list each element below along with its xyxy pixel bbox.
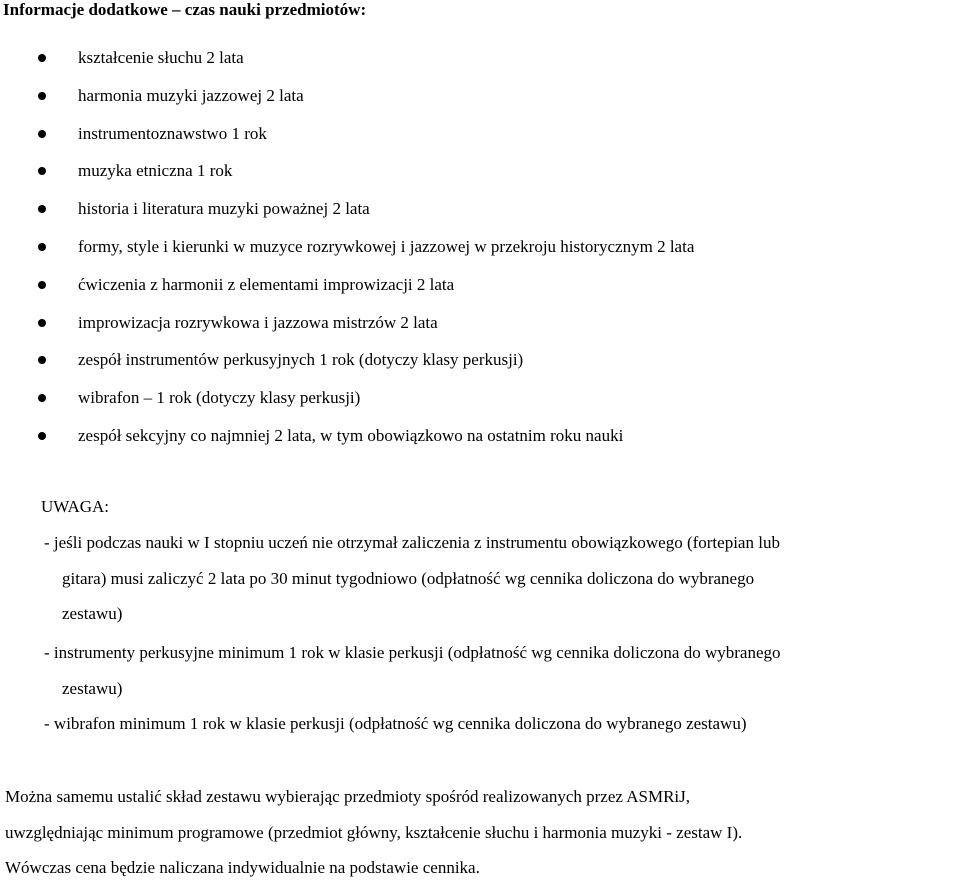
- bullet-icon: [38, 92, 46, 100]
- subject-text: zespół instrumentów perkusyjnych 1 rok (dotyczy klasy perkusji): [78, 350, 524, 370]
- bullet-icon: [38, 394, 46, 402]
- bullet-icon: [38, 243, 46, 251]
- footer-line: Wówczas cena będzie naliczana indywidualnie na podstawie cennika.: [5, 858, 480, 877]
- subject-text: zespół sekcyjny co najmniej 2 lata, w tym obowiązkowo na ostatnim roku nauki: [78, 425, 624, 445]
- bullet-icon: [38, 54, 46, 62]
- note-line: - wibrafon minimum 1 rok w klasie perkusji (odpłatność wg cennika doliczona do wybranego zestawu): [44, 714, 747, 733]
- bullet-icon: [38, 319, 46, 327]
- footer-line: uwzględniając minimum programowe (przedmiot główny, kształcenie słuchu i harmonia muzyki - zestaw I).: [5, 823, 743, 842]
- note-line: gitara) musi zaliczyć 2 lata po 30 minut tygodniowo (odpłatność wg cennika doliczona do wybranego: [62, 569, 755, 588]
- subject-text: kształcenie słuchu 2 lata: [78, 48, 244, 67]
- subject-text: muzyka etniczna 1 rok: [78, 161, 233, 181]
- subject-text: improwizacja rozrywkowa i jazzowa mistrzów 2 lata: [78, 312, 438, 332]
- bullet-icon: [38, 281, 46, 289]
- subject-text: historia i literatura muzyki poważnej 2 lata: [78, 199, 370, 219]
- note-line: zestawu): [62, 604, 123, 623]
- bullet-icon: [38, 432, 46, 440]
- subject-text: harmonia muzyki jazzowej 2 lata: [78, 85, 304, 105]
- note-line: - jeśli podczas nauki w I stopniu uczeń nie otrzymał zaliczenia z instrumentu obowiązkowego (fortepian lub: [44, 533, 780, 552]
- subject-text: instrumentoznawstwo 1 rok: [78, 123, 267, 143]
- subject-text: ćwiczenia z harmonii z elementami improwizacji 2 lata: [78, 274, 455, 294]
- subject-text: wibrafon – 1 rok (dotyczy klasy perkusji): [78, 388, 361, 408]
- bullet-icon: [38, 205, 46, 213]
- bullet-icon: [38, 356, 46, 364]
- footer-line: Można samemu ustalić skład zestawu wybierając przedmioty spośród realizowanych przez ASMRiJ,: [5, 787, 690, 806]
- bullet-icon: [38, 167, 46, 175]
- section-heading: Informacje dodatkowe – czas nauki przedmiotów:: [3, 0, 367, 19]
- subject-text: formy, style i kierunki w muzyce rozrywkowej i jazzowej w przekroju historycznym 2 lata: [78, 236, 695, 256]
- bullet-icon: [38, 130, 46, 138]
- note-line: zestawu): [62, 679, 123, 698]
- uwaga-title: UWAGA:: [41, 497, 109, 516]
- note-line: - instrumenty perkusyjne minimum 1 rok w klasie perkusji (odpłatność wg cennika doliczona do wybranego: [44, 643, 781, 662]
